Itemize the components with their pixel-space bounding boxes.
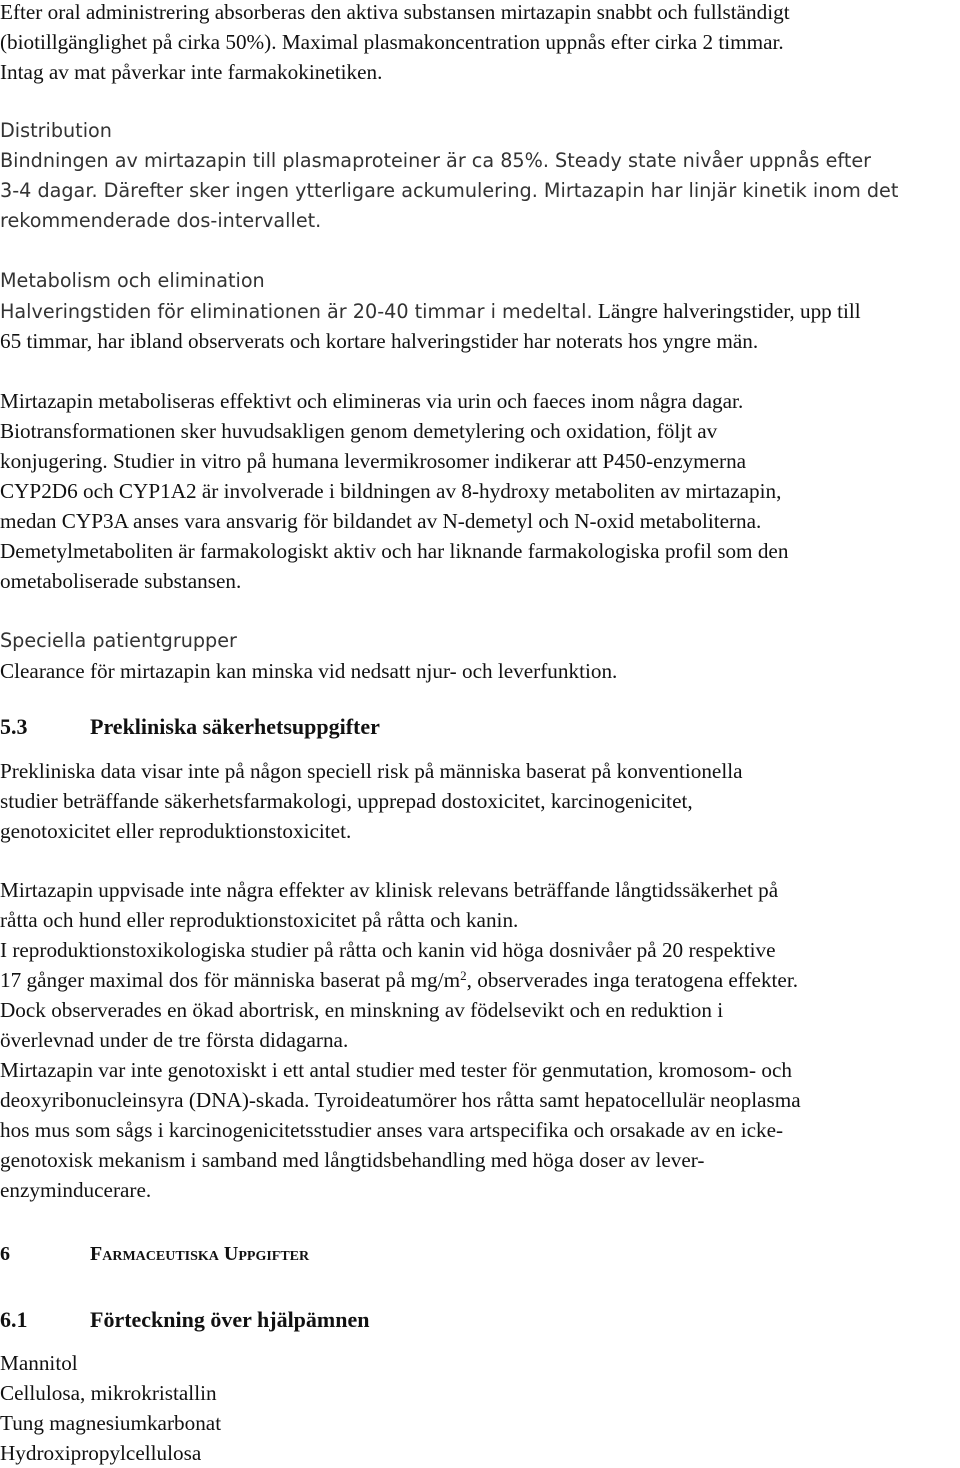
paragraph-line: Biotransformationen sker huvudsakligen genom demetylering och oxidation, följt av	[0, 419, 718, 443]
paragraph-line: studier beträffande säkerhetsfarmakologi, upprepad dostoxicitet, karcinogenicitet,	[0, 789, 693, 813]
list-item: Cellulosa, mikrokristallin	[0, 1381, 217, 1405]
paragraph-line: konjugering. Studier in vitro på humana levermikrosomer indikerar att P450-enzymerna	[0, 449, 747, 473]
paragraph-line: hos mus som sågs i karcinogenicitetsstudier anses vara artspecifika och orsakade av en icke-	[0, 1118, 784, 1142]
section-subheading: Speciella patientgrupper	[0, 629, 237, 652]
superscript: 2	[460, 968, 467, 983]
paragraph-line	[0, 965, 798, 995]
paragraph-line: genotoxicitet eller reproduktionstoxicitet.	[0, 819, 352, 843]
paragraph-line: 65 timmar, har ibland observerats och kortare halveringstider har noterats hos yngre män.	[0, 329, 759, 353]
paragraph-line: CYP2D6 och CYP1A2 är involverade i bildningen av 8-hydroxy metaboliten av mirtazapin,	[0, 479, 782, 503]
text-span: Längre halveringstider, upp till	[592, 299, 861, 323]
section-title: Prekliniska säkerhetsuppgifter	[90, 714, 380, 739]
paragraph-line: rekommenderade dos-intervallet.	[0, 209, 322, 232]
paragraph-line: Bindningen av mirtazapin till plasmaproteiner är ca 85%. Steady state nivåer uppnås efter	[0, 149, 872, 172]
section-subheading: Metabolism och elimination	[0, 269, 265, 292]
text-span: Halveringstiden för eliminationen är 20-40 timmar i medeltal.	[0, 300, 593, 323]
paragraph-line: Prekliniska data visar inte på någon speciell risk på människa baserat på konventionella	[0, 759, 743, 783]
section-title: Farmaceutiska Uppgifter	[90, 1243, 310, 1265]
paragraph-line: Mirtazapin uppvisade inte några effekter av klinisk relevans beträffande långtidssäkerhet på	[0, 878, 779, 902]
section-number: 6	[0, 1243, 10, 1265]
list-item: Tung magnesiumkarbonat	[0, 1411, 222, 1435]
section-heading-6	[0, 1239, 309, 1269]
paragraph-line: överlevnad under de tre första didagarna.	[0, 1028, 349, 1052]
list-item: Mannitol	[0, 1351, 78, 1375]
section-heading-6-1	[0, 1305, 369, 1335]
paragraph-line: Clearance för mirtazapin kan minska vid nedsatt njur- och leverfunktion.	[0, 659, 618, 683]
paragraph-line: råtta och hund eller reproduktionstoxicitet på råtta och kanin.	[0, 908, 519, 932]
paragraph-line: deoxyribonucleinsyra (DNA)-skada. Tyroideatumörer hos råtta samt hepatocellulär neoplasma	[0, 1088, 801, 1112]
section-heading-5-3	[0, 712, 380, 742]
text-span: 17 gånger maximal dos för människa baserat på mg/m	[0, 968, 461, 992]
paragraph-line: enzyminducerare.	[0, 1178, 152, 1202]
paragraph-line: (biotillgänglighet på cirka 50%). Maximal plasmakoncentration uppnås efter cirka 2 timmar.	[0, 30, 784, 54]
paragraph-line	[0, 296, 861, 327]
section-subheading: Distribution	[0, 119, 112, 142]
paragraph-line: 3-4 dagar. Därefter sker ingen ytterligare ackumulering. Mirtazapin har linjär kinetik inom det	[0, 179, 899, 202]
paragraph-line: Mirtazapin var inte genotoxiskt i ett antal studier med tester för genmutation, kromosom- och	[0, 1058, 792, 1082]
paragraph-line: Demetylmetaboliten är farmakologiskt aktiv och har liknande farmakologiska profil som den	[0, 539, 789, 563]
section-number: 6.1	[0, 1307, 28, 1332]
text-span: , observerades inga teratogena effekter.	[466, 968, 799, 992]
paragraph-line: Dock observerades en ökad abortrisk, en minskning av födelsevikt och en reduktion i	[0, 998, 724, 1022]
paragraph-line: I reproduktionstoxikologiska studier på råtta och kanin vid höga dosnivåer på 20 respektive	[0, 938, 776, 962]
section-number: 5.3	[0, 714, 28, 739]
paragraph-line: genotoxisk mekanism i samband med långtidsbehandling med höga doser av lever-	[0, 1148, 705, 1172]
paragraph-line: ometaboliserade substansen.	[0, 569, 242, 593]
list-item: Hydroxipropylcellulosa	[0, 1441, 202, 1465]
section-title: Förteckning över hjälpämnen	[90, 1307, 370, 1332]
paragraph-line: Efter oral administrering absorberas den aktiva substansen mirtazapin snabbt och fullständigt	[0, 0, 790, 24]
paragraph-line: Mirtazapin metaboliseras effektivt och elimineras via urin och faeces inom några dagar.	[0, 389, 744, 413]
paragraph-line: medan CYP3A anses vara ansvarig för bildandet av N-demetyl och N-oxid metaboliterna.	[0, 509, 762, 533]
paragraph-line: Intag av mat påverkar inte farmakokinetiken.	[0, 60, 383, 84]
